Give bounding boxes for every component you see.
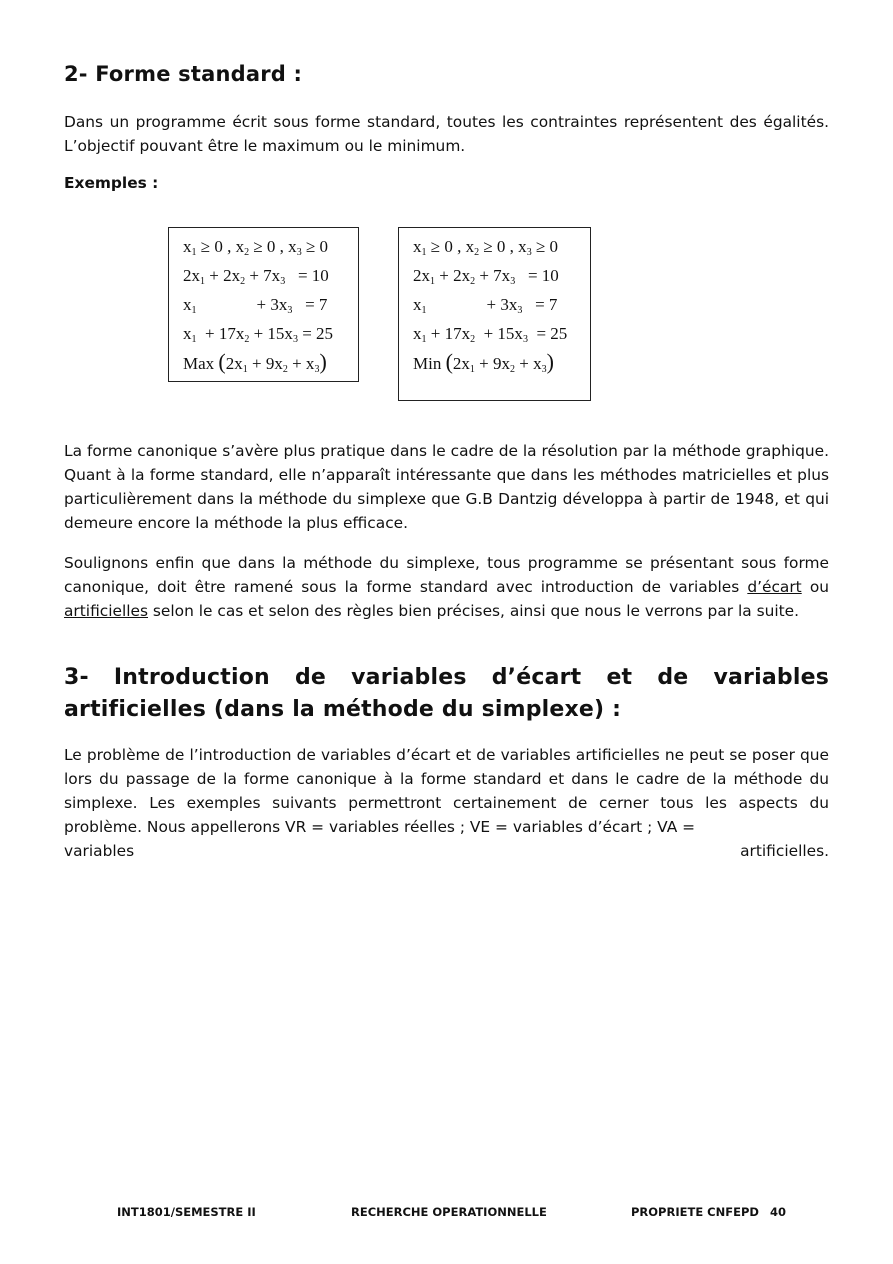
section-2-paragraph: Dans un programme écrit sous forme standard, toutes les contraintes représentent des égalités. L’objectif pouvant être le maximum ou le minimum. <box>64 113 829 155</box>
example-box-min: $x_1 \ge 0$ , $x_2 \ge 0$ , $x_3 \ge 0$ $2x_1 + 2x_2 + 7x_3 = 10$ $x_1 + 3x_3 = 7$ $x_1 + 17x_2 + 15x_3 = 25$ Min $(2x_1 + 9x_2 + x_3)$ <box>398 227 591 401</box>
example-box-max: $x_1 \ge 0$ , $x_2 \ge 0$ , $x_3 \ge 0$ $2x_1 + 2x_2 + 7x_3 = 10$ $x_1 + 3x_3 = 7$ $x_1 + 17x_2 + 15x_3 = 25$ Max $(2x_1 + 9x_2 + x_3)$ <box>168 227 359 382</box>
simplex-paragraph-text-1: Soulignons enfin que dans la méthode du simplexe, tous programme se présentant sous forme canonique, doit être ramené sous la forme standard avec introduction de variables <box>64 554 829 596</box>
simplex-paragraph-text-3: selon le cas et selon des règles bien précises, ainsi que nous le verrons par la suite. <box>148 602 800 620</box>
simplex-paragraph-text-2: ou <box>801 578 829 596</box>
footer-owner: PROPRIETE CNFEPD <box>631 1205 759 1219</box>
section-2-heading: 2- Forme standard : <box>64 62 303 86</box>
canonical-vs-standard-paragraph: La forme canonique s’avère plus pratique dans le cadre de la résolution par la méthode graphique. Quant à la forme standard, elle n’apparaît intéressante que dans les méthodes matricielles et plus particulièrement dans la méthode du simplexe que G.B Dantzig développa à partir de 1948, et qui demeure encore la méthode la plus efficace. <box>64 442 829 532</box>
section-3-paragraph <box>64 743 829 863</box>
examples-label: Exemples : <box>64 174 159 192</box>
footer-subject: RECHERCHE OPERATIONNELLE <box>351 1205 547 1219</box>
footer-course: INT1801/SEMESTRE II <box>117 1205 256 1219</box>
section-3-paragraph-main: Le problème de l’introduction de variables d’écart et de variables artificielles ne peut se poser que lors du passage de la forme canonique à la forme standard et dans le cadre de la méthode du simplexe. Les exemples suivants permettront certainement de cerner tous les aspects du problème. Nous appellerons VR = variables réelles ; VE = variables d’écart ; VA = <box>64 746 829 836</box>
page-number: 40 <box>770 1205 787 1219</box>
section-3-heading: 3- Introduction de variables d’écart et de variables artificielles (dans la méthode du simplexe) : <box>64 665 829 722</box>
last-line-right: artificielles. <box>740 842 829 860</box>
simplex-paragraph <box>64 551 829 623</box>
section-3-paragraph-last-line <box>64 839 829 863</box>
objective-min: Min <box>413 354 442 373</box>
artificielles-link: artificielles <box>64 602 149 620</box>
last-line-left: variables <box>64 842 135 860</box>
objective-max: Max <box>183 354 215 373</box>
ecart-link: d’écart <box>747 578 802 596</box>
